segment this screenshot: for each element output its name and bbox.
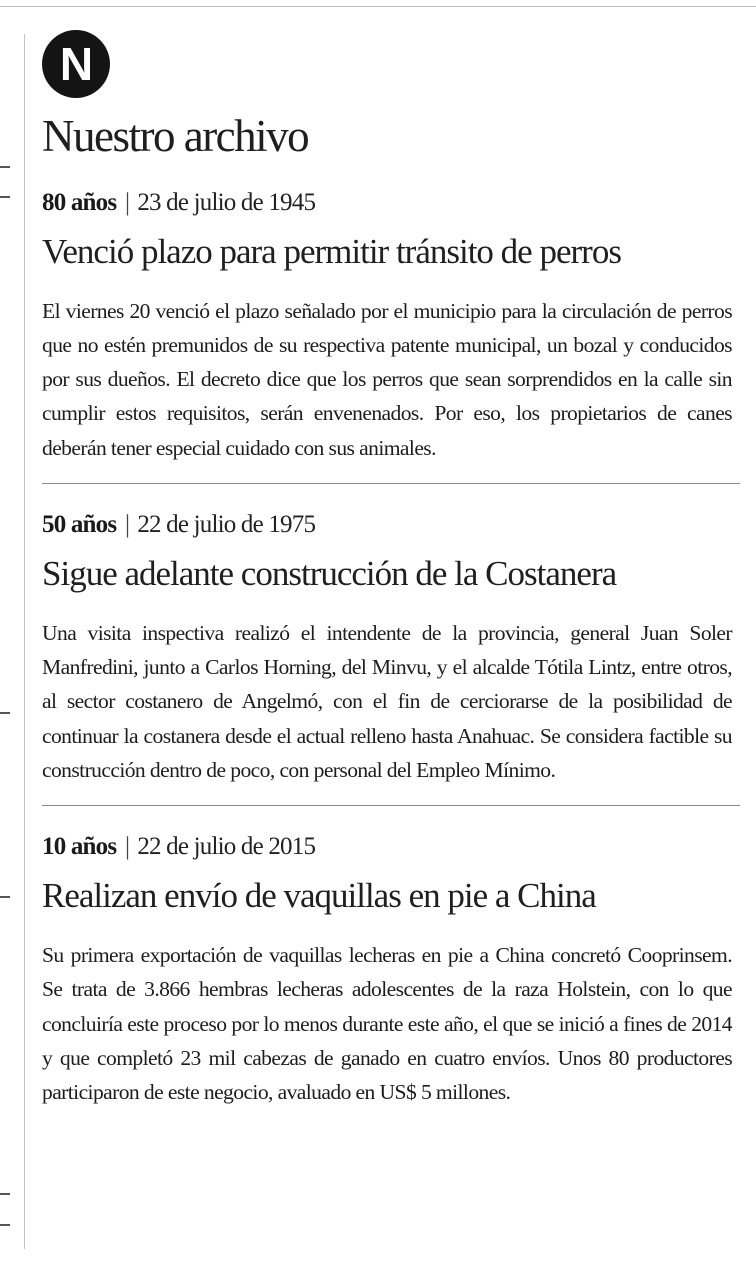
column-gutter-rule: [24, 34, 25, 1249]
archive-entry-10: [42, 832, 732, 1109]
entry-date: 23 de julio de 1945: [137, 188, 316, 216]
entry-date: 22 de julio de 1975: [137, 510, 316, 538]
section-logo-badge: [42, 30, 110, 98]
entry-meta: [42, 832, 732, 862]
adjacent-column-fragment: [0, 712, 10, 714]
archive-entry-80: [42, 188, 732, 465]
entry-date: 22 de julio de 2015: [137, 833, 316, 861]
entry-headline: Sigue adelante construcción de la Costanera: [42, 553, 617, 593]
entry-meta: [42, 510, 732, 540]
entry-body: Su primera exportación de vaquillas lecheras en pie a China concretó Cooprinsem. Se trata de 3.866 hembras lecheras adolescentes de la raza Holstein, con lo que concluiría este proceso por lo menos durante este año, el que se inició a fines de 2014 y que completó 23 mil cabezas de ganado en cuatro envíos. Unos 80 productores participaron de este negocio, avaluado en US$ 5 millones.: [42, 943, 732, 1105]
top-page-rule: [0, 0, 756, 7]
archive-entry-50: [42, 510, 732, 787]
entry-headline: Realizan envío de vaquillas en pie a China: [42, 876, 596, 916]
archive-column: [42, 30, 732, 1109]
entry-years: 10 años: [42, 833, 117, 861]
entry-separator: |: [125, 833, 130, 861]
entry-meta: [42, 188, 732, 218]
entry-body: El viernes 20 venció el plazo señalado por el municipio para la circulación de perros que no estén premunidos de su respectiva patente municipal, un bozal y conducidos por sus dueños. El decreto dice que los perros que sean sorprendidos en la calle sin cumplir estos requisitos, serán envenenados. Por eso, los propietarios de canes deberán tener especial cuidado con sus animales.: [42, 298, 732, 460]
entry-body: Una visita inspectiva realizó el intendente de la provincia, general Juan Soler Manfredini, junto a Carlos Horning, del Minvu, y el alcalde Tótila Lintz, entre otros, al sector costanero de Angelmó, con el fin de cerciorarse de la posibilidad de continuar la costanera desde el actual relleno hasta Anahuac. Se considera factible su construcción dentro de poco, con personal del Empleo Mínimo.: [42, 621, 732, 782]
entry-divider: [42, 483, 740, 484]
entry-headline: Venció plazo para permitir tránsito de perros: [42, 231, 621, 271]
entry-divider: [42, 805, 740, 806]
entry-years: 50 años: [42, 510, 117, 538]
adjacent-column-fragment: [0, 196, 10, 198]
section-title: Nuestro archivo: [42, 111, 309, 161]
adjacent-column-fragment: [0, 1193, 10, 1195]
entry-years: 80 años: [42, 188, 117, 216]
adjacent-column-fragment: [0, 896, 10, 898]
entry-separator: |: [125, 188, 130, 216]
adjacent-column-fragment: [0, 1224, 10, 1226]
entry-separator: |: [125, 510, 130, 538]
adjacent-column-fragment: [0, 166, 10, 168]
badge-letter: N: [59, 38, 93, 90]
